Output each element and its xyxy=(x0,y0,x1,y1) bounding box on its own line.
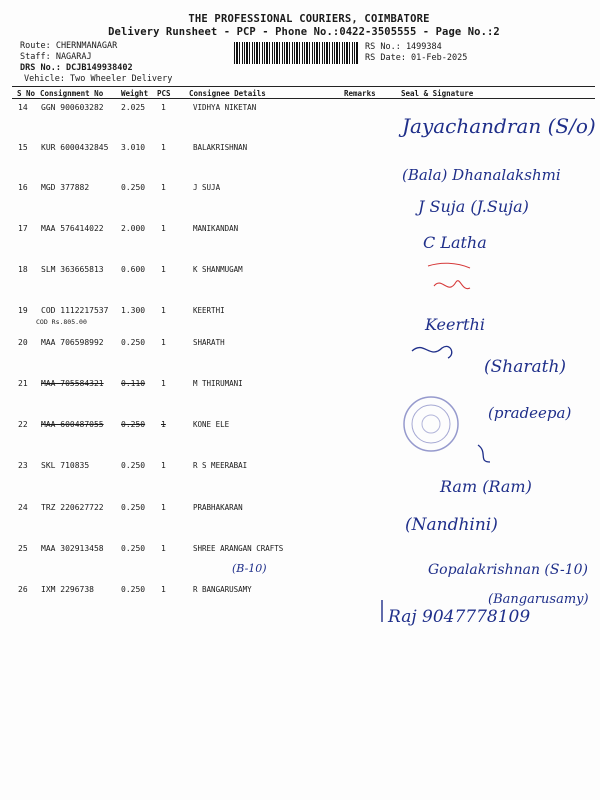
row-sno: 19 xyxy=(18,306,28,315)
vehicle-label: Vehicle: Two Wheeler Delivery xyxy=(24,74,173,84)
row-pcs: 1 xyxy=(161,379,166,388)
header-rule-bottom xyxy=(12,98,595,99)
row-weight: 0.250 xyxy=(121,183,146,192)
row-consignee: K SHANMUGAM xyxy=(193,265,243,274)
col-consignment: Consignment No xyxy=(40,89,104,98)
row-sno: 21 xyxy=(18,379,28,388)
row-weight: 0.250 xyxy=(121,338,146,347)
row-consignment: TRZ 220627722 xyxy=(41,503,104,512)
signature-row-21: (pradeepa) xyxy=(488,404,572,422)
table-row xyxy=(12,338,595,378)
row-weight: 3.010 xyxy=(121,143,146,152)
row-consignee: PRABHAKARAN xyxy=(193,503,243,512)
table-row xyxy=(12,143,595,183)
table-row xyxy=(12,461,595,501)
row-weight: 0.600 xyxy=(121,265,146,274)
staff-label: Staff: NAGARAJ xyxy=(20,52,92,62)
table-row xyxy=(12,585,595,625)
row-pcs: 1 xyxy=(161,143,166,152)
row-sno: 15 xyxy=(18,143,28,152)
row-consignment: MGD 377882 xyxy=(41,183,90,192)
rs-number: RS No.: 1499384 xyxy=(365,42,442,52)
row-weight: 2.000 xyxy=(121,224,146,233)
row-pcs: 1 xyxy=(161,503,166,512)
row-sno: 18 xyxy=(18,265,28,274)
row-pcs: 1 xyxy=(161,338,166,347)
row-consignment: IXM 2296738 xyxy=(41,585,94,594)
row-pcs: 1 xyxy=(161,224,166,233)
signature-row-19: Keerthi xyxy=(425,315,485,334)
col-weight: Weight xyxy=(121,89,149,98)
table-row xyxy=(12,224,595,264)
col-consignee: Consignee Details xyxy=(189,89,266,98)
table-row xyxy=(12,420,595,460)
row-consignee: MANIKANDAN xyxy=(193,224,239,233)
row-weight: 2.025 xyxy=(121,103,146,112)
row-sno: 17 xyxy=(18,224,28,233)
company-title: THE PROFESSIONAL COURIERS, COIMBATORE xyxy=(188,13,430,25)
row-consignee: R BANGARUSAMY xyxy=(193,585,252,594)
signature-row-14: Jayachandran (S/o) xyxy=(402,114,596,138)
signature-row-25-extra: (B-10) xyxy=(232,562,267,575)
row-weight: 0.250 xyxy=(121,461,146,470)
col-sno: S No xyxy=(17,89,36,98)
row-pcs: 1 xyxy=(161,461,166,470)
rs-date: RS Date: 01-Feb-2025 xyxy=(365,53,468,63)
signature-row-25: Gopalakrishnan (S-10) xyxy=(428,562,589,578)
row-pcs: 1 xyxy=(161,265,166,274)
table-row xyxy=(12,265,595,305)
signature-row-16: J Suja (J.Suja) xyxy=(418,197,529,216)
row-pcs: 1 xyxy=(161,103,166,112)
row-consignment: MAA 706598992 xyxy=(41,338,104,347)
row-sno: 26 xyxy=(18,585,28,594)
signature-row-20: (Sharath) xyxy=(484,357,567,377)
row-pcs: 1 xyxy=(161,306,166,315)
row-consignment: MAA 576414022 xyxy=(41,224,104,233)
row-sno: 25 xyxy=(18,544,28,553)
table-row xyxy=(12,183,595,223)
row-consignment: SLM 363665813 xyxy=(41,265,104,274)
row-weight: 0.110 xyxy=(121,379,146,388)
row-sno: 23 xyxy=(18,461,28,470)
col-pcs: PCS xyxy=(157,89,171,98)
row-consignment: MAA 600487055 xyxy=(41,420,104,429)
row-consignment: SKL 710835 xyxy=(41,461,90,470)
row-consignee: SHREE ARANGAN CRAFTS xyxy=(193,544,284,553)
signature-row-17: C Latha xyxy=(423,233,487,252)
signature-row-24: (Nandhini) xyxy=(405,515,498,535)
row-sno: 14 xyxy=(18,103,28,112)
row-consignment: COD 1112217537 xyxy=(41,306,109,315)
row-pcs: 1 xyxy=(161,420,166,429)
row-consignment: MAA 302913458 xyxy=(41,544,104,553)
row-pcs: 1 xyxy=(161,585,166,594)
row-consignee: J SUJA xyxy=(193,183,221,192)
row-consignment: MAA 705584321 xyxy=(41,379,104,388)
col-remarks: Remarks xyxy=(344,89,376,98)
signature-row-26-phone: Raj 9047778109 xyxy=(388,607,531,627)
row-sno: 22 xyxy=(18,420,28,429)
table-row xyxy=(12,103,595,143)
row-pcs: 1 xyxy=(161,183,166,192)
route-label: Route: CHERNMANAGAR xyxy=(20,41,118,51)
row-consignment: GGN 900603282 xyxy=(41,103,104,112)
row-weight: 1.300 xyxy=(121,306,146,315)
header-rule-top xyxy=(12,86,595,87)
row-pcs: 1 xyxy=(161,544,166,553)
cod-amount: COD Rs.805.00 xyxy=(36,318,87,326)
signature-row-26: (Bangarusamy) xyxy=(488,592,589,607)
row-consignee: KONE ELE xyxy=(193,420,230,429)
signature-row-15: (Bala) Dhanalakshmi xyxy=(402,166,561,184)
row-weight: 0.250 xyxy=(121,585,146,594)
row-sno: 20 xyxy=(18,338,28,347)
row-consignee: VIDHYA NIKETAN xyxy=(193,103,257,112)
table-row xyxy=(12,503,595,543)
row-weight: 0.250 xyxy=(121,503,146,512)
row-weight: 0.250 xyxy=(121,420,146,429)
barcode xyxy=(234,42,358,64)
row-consignee: R S MEERABAI xyxy=(193,461,248,470)
table-row xyxy=(12,544,595,584)
row-consignee: BALAKRISHNAN xyxy=(193,143,248,152)
table-row xyxy=(12,379,595,419)
row-sno: 16 xyxy=(18,183,28,192)
row-weight: 0.250 xyxy=(121,544,146,553)
runsheet-subtitle: Delivery Runsheet - PCP - Phone No.:0422-3505555 - Page No.:2 xyxy=(108,26,500,38)
row-consignee: SHARATH xyxy=(193,338,225,347)
row-consignee: M THIRUMANI xyxy=(193,379,243,388)
col-seal-signature: Seal & Signature xyxy=(401,89,474,98)
row-consignment: KUR 6000432845 xyxy=(41,143,109,152)
row-consignee: KEERTHI xyxy=(193,306,225,315)
signature-row-23: Ram (Ram) xyxy=(440,477,532,496)
drs-number: DRS No.: DCJB149938402 xyxy=(20,63,133,73)
row-sno: 24 xyxy=(18,503,28,512)
